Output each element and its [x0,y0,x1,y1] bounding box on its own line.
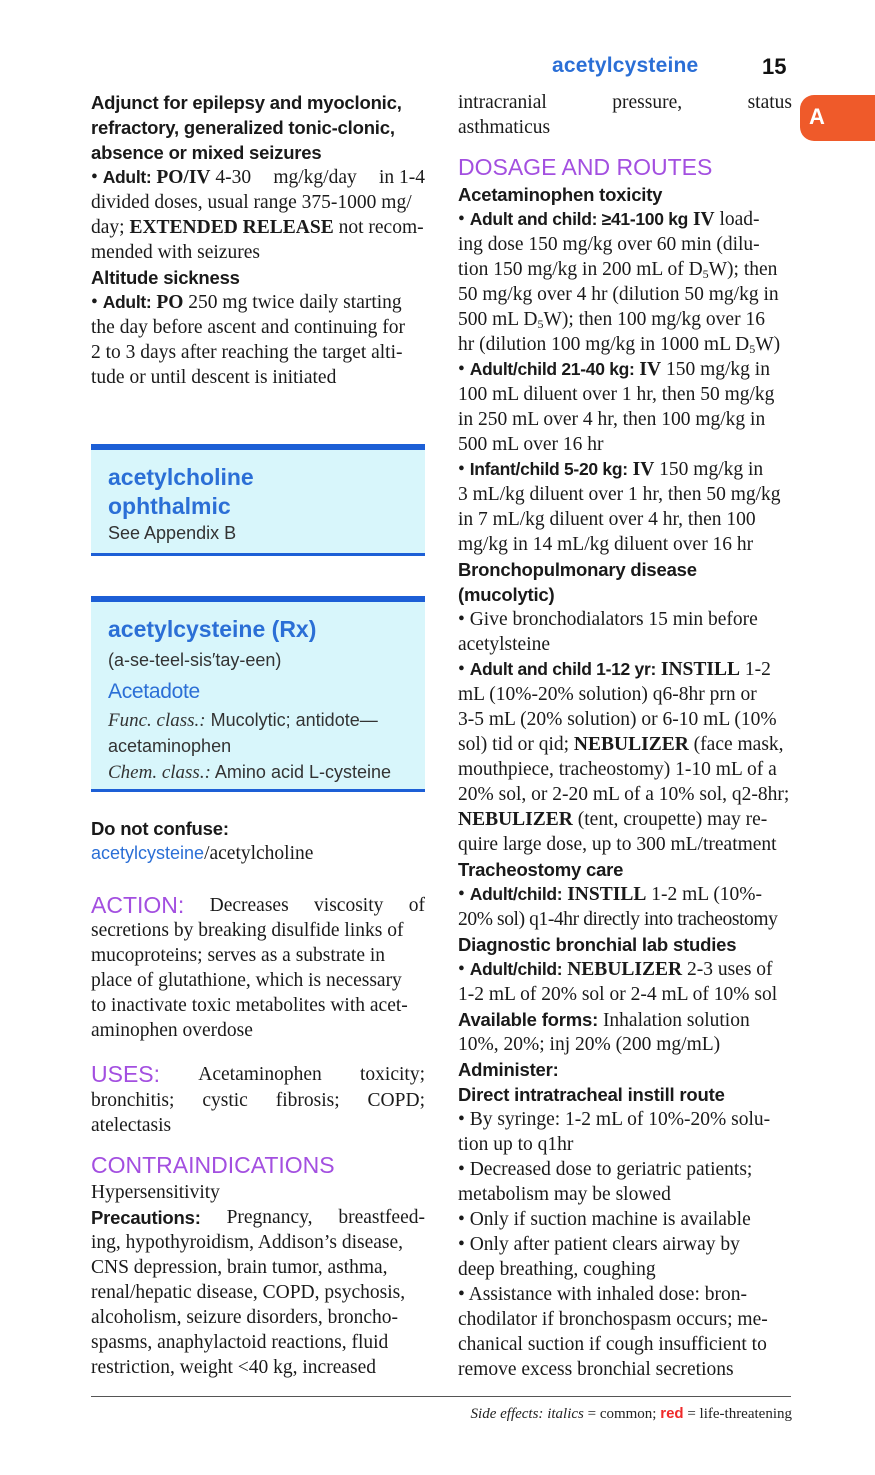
running-header-drug-name: acetylcysteine [552,54,699,77]
tracheostomy-heading: Tracheostomy care [458,859,624,880]
admin-line: tion up to q1hr [458,1134,574,1155]
dose-line: • Adult and child 1-12 yr: INSTILL 1-2 [458,659,771,680]
precautions-line: alcoholism, seizure disorders, broncho- [91,1307,399,1328]
dose-line: sol) tid or qid; NEBULIZER (face mask, [458,734,784,755]
func-class-value: Mucolytic; antidote— [210,710,378,730]
admin-line: chanical suction if cough insufficient to [458,1334,767,1355]
action-first-line: ACTION: Decreases viscosity of [91,892,425,918]
altitude-dose-line1: • Adult: PO 250 mg twice daily starting [91,292,402,313]
admin-line: • Decreased dose to geriatric patients; [458,1159,753,1180]
epilepsy-heading-line2: refractory, generalized tonic-clonic, [91,117,395,138]
uses-line: bronchitis; cystic fibrosis; COPD; [91,1090,425,1111]
precautions-continued-line2: asthmaticus [458,117,551,138]
available-forms-label: Available forms: [458,1009,599,1030]
uses-first-line: USES: Acetaminophen toxicity; [91,1061,425,1087]
dose-line: ing dose 150 mg/kg over 60 min (dilu- [458,234,760,255]
dose-line: NEBULIZER (tent, croupette) may re- [458,809,768,830]
dose-line: • Infant/child 5-20 kg: IV 150 mg/kg in [458,459,764,480]
epilepsy-dose-line3: day; EXTENDED RELEASE not recom- [91,217,424,238]
dose-line: in 250 mL over 4 hr, then 100 mg/kg in [458,409,766,430]
altitude-heading: Altitude sickness [91,267,240,288]
dose-line: 3 mL/kg diluent over 1 hr, then 50 mg/kg [458,484,781,505]
available-forms-text: Inhalation solution [602,1010,750,1031]
dose-line: quire large dose, up to 300 mL/treatment [458,834,777,855]
dose-line: • Give bronchodialators 15 min before [458,609,758,630]
footer-life-threatening: = life-threatening [687,1406,792,1422]
epilepsy-heading-line3: absence or mixed seizures [91,142,322,163]
dose-line: in 7 mL/kg diluent over 4 hr, then 100 [458,509,756,530]
footer-rule [91,1396,791,1397]
alphabet-thumb-tab [800,95,875,141]
epilepsy-dose-line4: mended with seizures [91,242,260,263]
footer-red-badge: red [660,1405,684,1422]
dose-line: 1-2 mL of 20% sol or 2-4 mL of 10% sol [458,984,778,1005]
dose-line: 500 mL over 16 hr [458,434,604,455]
box1-title-line2: ophthalmic [108,493,231,519]
uses-line: atelectasis [91,1115,172,1136]
precautions-line: restriction, weight <40 kg, increased [91,1357,376,1378]
dose-line: acetylsteine [458,634,551,655]
acetaminophen-toxicity-heading: Acetaminophen toxicity [458,184,663,205]
action-heading: ACTION: [91,892,185,918]
admin-line: metabolism may be slowed [458,1184,671,1205]
dosage-heading: DOSAGE AND ROUTES [458,154,713,180]
action-line: to inactivate toxic metabolites with acet- [91,995,408,1016]
contraindications-text: Hypersensitivity [91,1182,220,1203]
do-not-confuse-heading: Do not confuse: [91,818,229,839]
admin-line: • Only if suction machine is available [458,1209,751,1230]
confuse-other-drug: /acetylcholine [204,843,314,864]
dose-line: 50 mg/kg over 4 hr (dilution 50 mg/kg in [458,284,779,305]
box1-subtitle: See Appendix B [108,523,237,543]
chem-class-value: Amino acid L-cysteine [214,762,392,782]
precautions-first-line: Precautions: Pregnancy, breastfeed- [91,1207,425,1228]
drug-brand-name: Acetadote [108,680,200,703]
precautions-continued-line1: intracranial pressure, status [458,92,792,113]
dose-line: 500 mL $D_5W$); then 100 mg/kg over 16 [458,309,765,331]
drug-monograph-box [91,596,425,792]
admin-line: deep breathing, coughing [458,1259,656,1280]
precautions-line: ing, hypothyroidism, Addison’s disease, [91,1232,403,1253]
page-number: 15 [762,54,787,79]
footer-italics: italics [547,1406,584,1422]
dose-line: • Adult/child 21-40 kg: IV 150 mg/kg in [458,359,770,380]
drug-title: acetylcysteine (Rx) [108,616,317,642]
administer-heading: Administer: [458,1059,559,1080]
dose-line: • Adult/child: NEBULIZER 2-3 uses of [458,959,773,980]
action-line: aminophen overdose [91,1020,253,1041]
dose-line: 100 mL diluent over 1 hr, then 50 mg/kg [458,384,775,405]
dose-line: • Adult/child: INSTILL 1-2 mL (10%- [458,884,763,905]
epilepsy-dose-line2: divided doses, usual range 375-1000 mg/ [91,192,412,213]
action-line: mucoproteins; serves as a substrate in [91,945,386,966]
drug-pronunciation: (a-se-teel-sis′tay-een) [108,650,282,670]
footer-common: = common; [587,1406,657,1422]
func-class-label: Func. class.: [108,710,206,731]
do-not-confuse-line [91,841,313,866]
admin-line: • Only after patient clears airway by [458,1234,740,1255]
confuse-drug-name: acetylcysteine [91,843,205,863]
box1-title-line1: acetylcholine [108,464,254,490]
bronchopulmonary-heading-2: (mucolytic) [458,584,555,605]
bronchopulmonary-heading: Bronchopulmonary disease [458,559,697,580]
admin-line: • Assistance with inhaled dose: bron- [458,1284,747,1305]
precautions-line: spasms, anaphylactoid reactions, fluid [91,1332,389,1353]
altitude-dose-line2: the day before ascent and continuing for [91,317,406,338]
dose-line: mL (10%-20% solution) q6-8hr prn or [458,684,757,705]
altitude-dose-line3: 2 to 3 days after reaching the target alti- [91,342,403,363]
diagnostic-heading: Diagnostic bronchial lab studies [458,934,737,955]
cross-reference-box [91,444,425,556]
chem-class-line [108,762,391,784]
uses-heading: USES: [91,1061,161,1087]
dose-line: 20% sol) q1-4hr directly into tracheostomy [458,909,778,930]
chem-class-label: Chem. class.: [108,762,211,783]
dose-line: 3-5 mL (20% solution) or 6-10 mL (10% [458,709,777,730]
tab-letter: A [809,104,825,129]
admin-line: chodilator if bronchospasm occurs; me- [458,1309,768,1330]
dose-line: mouthpiece, tracheostomy) 1-10 mL of a [458,759,777,780]
precautions-line: renal/hepatic disease, COPD, psychosis, [91,1282,406,1303]
dose-line: hr (dilution 100 mg/kg in 1000 mL $D_5W$) [458,334,781,356]
footer-prefix: Side effects: [470,1406,544,1422]
action-line: secretions by breaking disulfide links of [91,920,404,941]
epilepsy-heading-line1: Adjunct for epilepsy and myoclonic, [91,92,402,113]
precautions-label: Precautions: [91,1207,201,1228]
footer-legend [471,1405,792,1423]
action-line: place of glutathione, which is necessary [91,970,402,991]
func-class-line2: acetaminophen [108,736,232,756]
admin-line: • By syringe: 1-2 mL of 10%-20% solu- [458,1109,771,1130]
admin-line: remove excess bronchial secretions [458,1359,734,1380]
available-forms-line [458,1007,750,1033]
dose-line: tion 150 mg/kg in 200 mL of $D_5W$); then [458,259,778,281]
precautions-line: CNS depression, brain tumor, asthma, [91,1257,388,1278]
dose-line: mg/kg in 14 mL/kg diluent over 16 hr [458,534,754,555]
func-class-line1 [108,710,378,732]
direct-instill-heading: Direct intratracheal instill route [458,1084,725,1105]
epilepsy-dose-line1: • Adult: PO/IV 4-30 mg/kg/day in 1-4 [91,167,425,188]
contraindications-heading: CONTRAINDICATIONS [91,1152,335,1178]
altitude-dose-line4: tude or until descent is initiated [91,367,337,388]
dose-line: 20% sol, or 2-20 mL of a 10% sol, q2-8hr; [458,784,790,805]
available-forms-line2: 10%, 20%; inj 20% (200 mg/mL) [458,1034,721,1055]
dose-line: • Adult and child: ≥41-100 kg IV load- [458,209,760,230]
